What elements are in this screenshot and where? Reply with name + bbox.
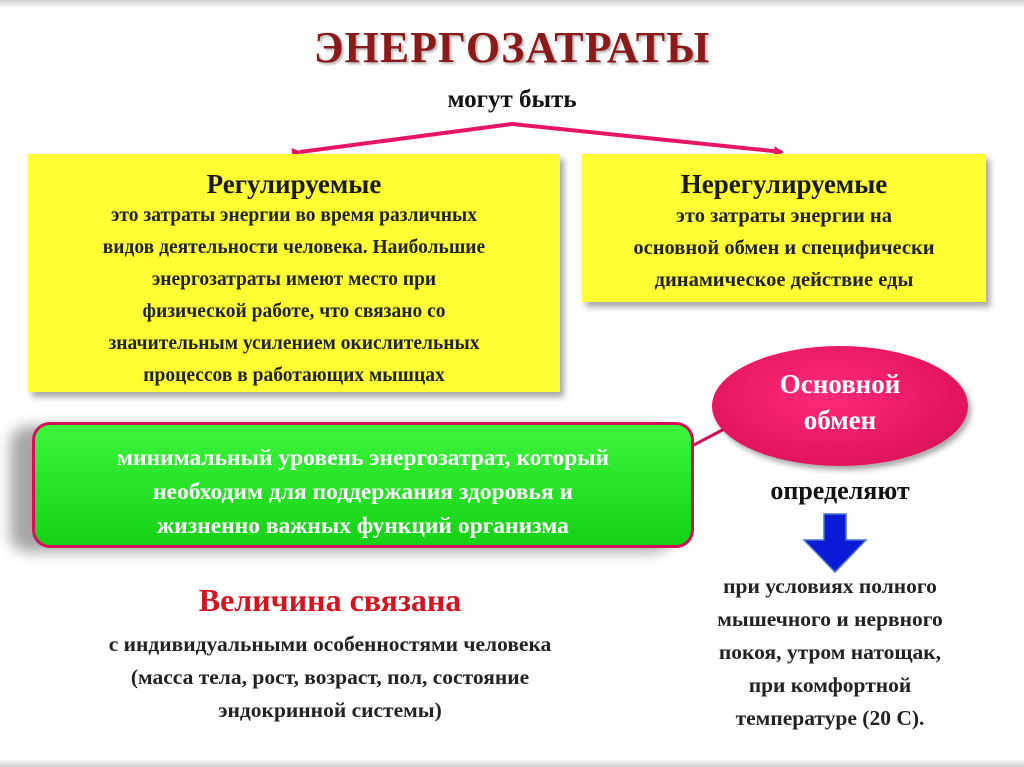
basal-metabolism-oval bbox=[712, 346, 968, 466]
down-arrow-icon bbox=[804, 514, 866, 572]
regulated-box bbox=[28, 154, 560, 392]
magnitude-heading: Величина связана bbox=[198, 582, 462, 618]
unregulated-box bbox=[582, 154, 986, 302]
determine-label: определяют bbox=[770, 476, 910, 505]
conditions-line: мышечного и нервного bbox=[717, 607, 943, 631]
magnitude-description bbox=[20, 628, 640, 727]
unregulated-description bbox=[582, 200, 986, 296]
magnitude-line: эндокринной системы) bbox=[218, 698, 442, 722]
regulated-line: энергозатраты имеют место при bbox=[151, 269, 437, 290]
unregulated-heading: Нерегулируемые bbox=[680, 169, 888, 199]
unregulated-line: основной обмен и специфически bbox=[633, 237, 935, 259]
definition-line: минимальный уровень энергозатрат, который bbox=[116, 445, 610, 471]
unregulated-line: динамическое действие еды bbox=[654, 269, 914, 291]
magnitude-line: (масса тела, рост, возраст, пол, состояние bbox=[130, 665, 530, 689]
regulated-line: это затраты энергии во время различных bbox=[111, 205, 477, 226]
conditions-text bbox=[660, 570, 1000, 735]
basal-label-line: обмен bbox=[803, 405, 877, 435]
unregulated-line: это затраты энергии на bbox=[676, 205, 892, 227]
regulated-line: значительным усилением окислительных bbox=[108, 333, 480, 354]
regulated-line: физической работе, что связано со bbox=[142, 301, 446, 322]
conditions-line: покоя, утром натощак, bbox=[718, 640, 942, 664]
definition-line: жизненно важных функций организма bbox=[157, 513, 569, 539]
slide-subtitle: могут быть bbox=[447, 86, 577, 113]
conditions-line: температуре (20 С). bbox=[735, 706, 925, 730]
regulated-line: процессов в работающих мышцах bbox=[143, 365, 445, 386]
slide-title: ЭНЕРГОЗАТРАТЫ bbox=[313, 23, 711, 72]
regulated-line: видов деятельности человека. Наибольшие bbox=[102, 237, 486, 258]
conditions-line: при условиях полного bbox=[723, 574, 937, 598]
regulated-description bbox=[28, 200, 560, 392]
conditions-line: при комфортной bbox=[748, 673, 912, 697]
regulated-heading: Регулируемые bbox=[206, 169, 382, 199]
basal-definition-callout bbox=[32, 422, 694, 548]
split-arrow bbox=[300, 124, 782, 152]
definition-line: необходим для поддержания здоровья и bbox=[153, 479, 573, 505]
basal-label-line: Основной bbox=[779, 369, 901, 399]
magnitude-line: с индивидуальными особенностями человека bbox=[108, 632, 552, 656]
